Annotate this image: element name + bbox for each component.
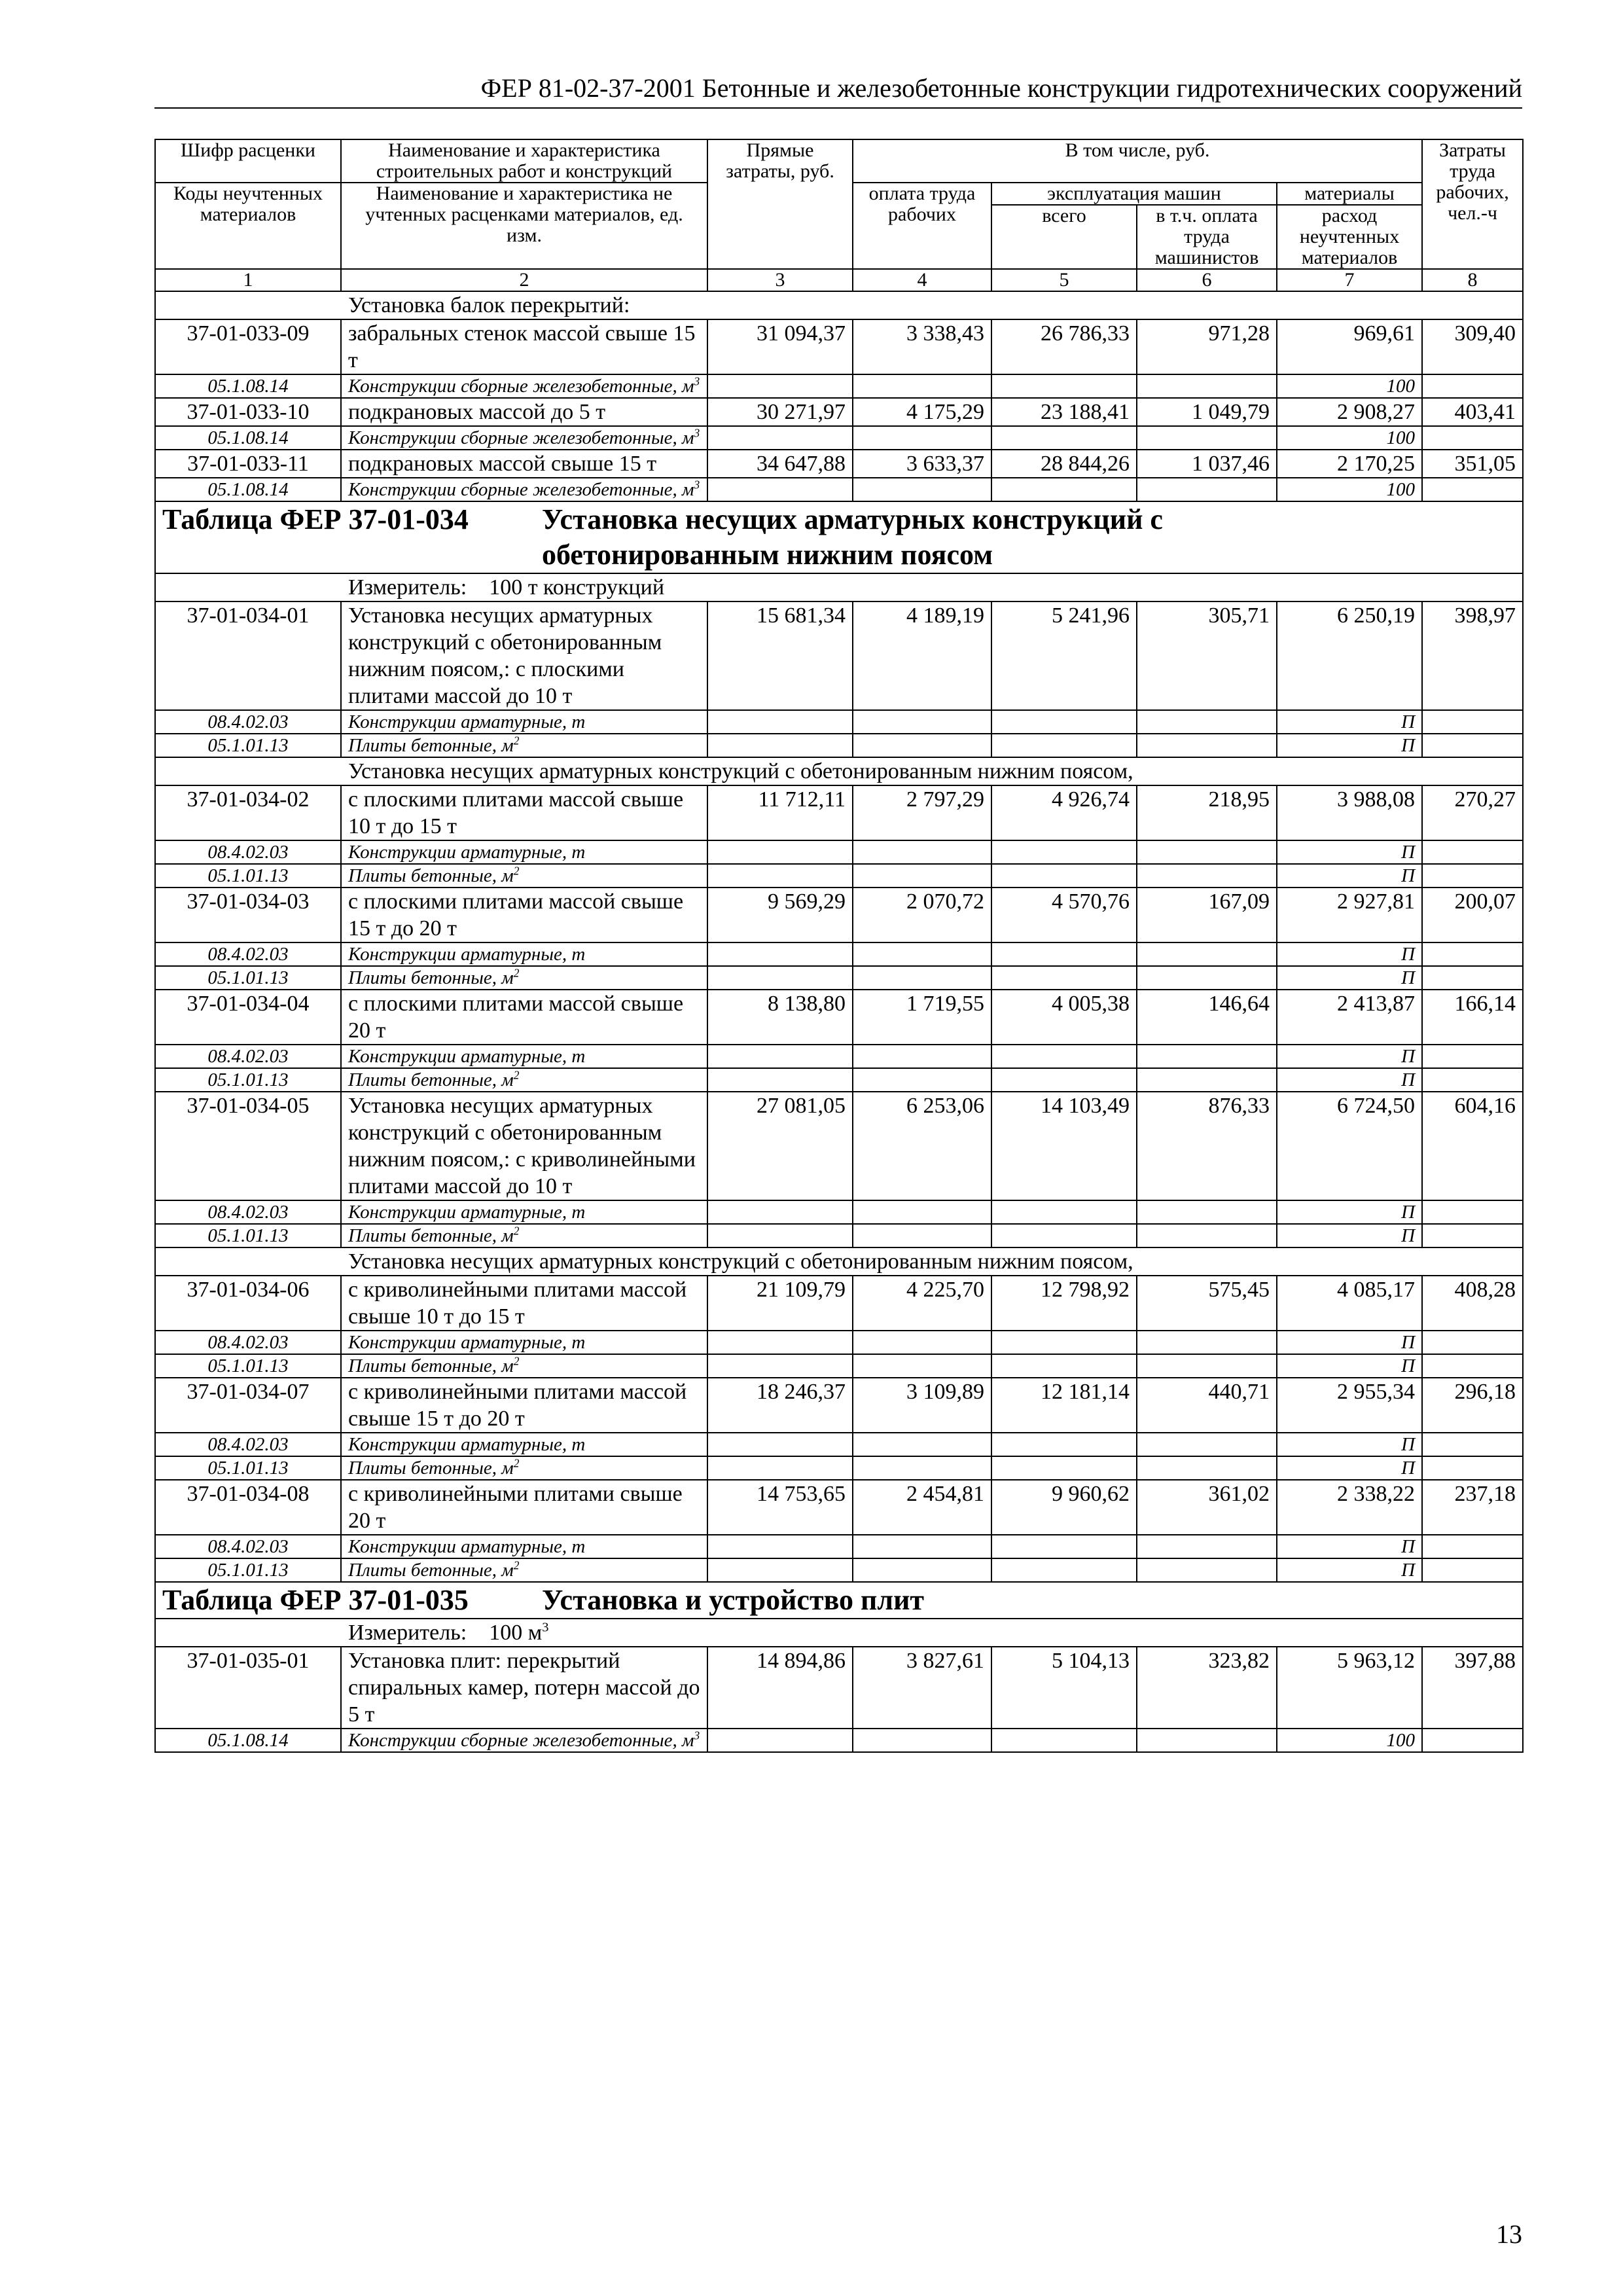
machines-cost: 4 570,76 [991, 888, 1137, 942]
table-row [155, 450, 1523, 478]
material-name: Плиты бетонные, $м^2$ [341, 734, 707, 757]
rate-name: Установка несущих арматурных конструкций с обетонированным нижним поясом,: с криволинейными плитами массой до 10 т [341, 1092, 707, 1200]
direct-cost: 9 569,29 [707, 888, 853, 942]
material-code: 05.1.01.13 [155, 1224, 341, 1247]
machinist-wage: 575,45 [1137, 1276, 1277, 1331]
material-value: П [1277, 1354, 1422, 1378]
direct-cost: 11 712,11 [707, 785, 853, 840]
material-value: 100 [1277, 426, 1422, 450]
group-heading [155, 757, 1523, 785]
material-code: 08.4.02.03 [155, 1045, 341, 1068]
materials-cost: 2 955,34 [1277, 1378, 1422, 1433]
table-row [155, 1378, 1523, 1433]
rate-name: с криволинейными плитами свыше 20 т [341, 1480, 707, 1535]
material-value: П [1277, 1456, 1422, 1480]
material-name: Конструкции арматурные, т [341, 942, 707, 966]
col-num-6: 6 [1137, 269, 1277, 291]
rate-name: с криволинейными плитами массой свыше 10 т до 15 т [341, 1276, 707, 1331]
meter-label: Измеритель: [348, 1621, 467, 1645]
wage-cost: 4 175,29 [853, 398, 991, 426]
labor-cost: 296,18 [1422, 1378, 1523, 1433]
material-name: Конструкции арматурные, т [341, 1200, 707, 1224]
page-number: 13 [1496, 2219, 1522, 2249]
group-title: Установка несущих арматурных конструкций с обетонированным нижним поясом, [155, 757, 1523, 785]
rate-code: 37-01-034-04 [155, 990, 341, 1045]
col-name: Наименование и характеристика строительных работ и конструкций [341, 139, 707, 183]
direct-cost: 30 271,97 [707, 398, 853, 426]
column-numbers-row [155, 269, 1523, 291]
labor-cost: 237,18 [1422, 1480, 1523, 1535]
material-row [155, 1729, 1523, 1752]
col-num-2: 2 [341, 269, 707, 291]
col-codes: Коды неучтенных материалов [155, 183, 341, 269]
machines-cost: 14 103,49 [991, 1092, 1137, 1200]
rate-code: 37-01-034-07 [155, 1378, 341, 1433]
meter-value: 100 м [489, 1621, 543, 1645]
machinist-wage: 876,33 [1137, 1092, 1277, 1200]
rate-code: 37-01-034-03 [155, 888, 341, 942]
direct-cost: 21 109,79 [707, 1276, 853, 1331]
material-row [155, 1331, 1523, 1354]
material-value: П [1277, 710, 1422, 734]
material-code: 05.1.08.14 [155, 426, 341, 450]
material-value: 100 [1277, 374, 1422, 398]
material-row [155, 864, 1523, 888]
material-name: Конструкции сборные железобетонные, $м^3$ [341, 426, 707, 450]
table-row [155, 888, 1523, 942]
machines-cost: 4 005,38 [991, 990, 1137, 1045]
col-num-8: 8 [1422, 269, 1523, 291]
meter [155, 573, 1523, 601]
material-row [155, 1558, 1523, 1582]
col-incl: В том числе, руб. [853, 139, 1422, 183]
rate-code: 37-01-033-10 [155, 398, 341, 426]
col-num-3: 3 [707, 269, 853, 291]
material-code: 08.4.02.03 [155, 1200, 341, 1224]
material-name: Конструкции арматурные, т [341, 1535, 707, 1558]
materials-cost: 2 927,81 [1277, 888, 1422, 942]
material-row [155, 1200, 1523, 1224]
materials-cost: 6 724,50 [1277, 1092, 1422, 1200]
direct-cost: 8 138,80 [707, 990, 853, 1045]
col-materials: материалы [1277, 183, 1422, 205]
material-code: 05.1.01.13 [155, 864, 341, 888]
machinist-wage: 167,09 [1137, 888, 1277, 942]
table-title [155, 501, 1523, 573]
meter: Измеритель: 100 $м^3$ [155, 1619, 1523, 1647]
labor-cost: 166,14 [1422, 990, 1523, 1045]
material-value: П [1277, 1331, 1422, 1354]
machinist-wage: 1 037,46 [1137, 450, 1277, 478]
wage-cost: 2 070,72 [853, 888, 991, 942]
machines-cost: 12 798,92 [991, 1276, 1137, 1331]
material-row [155, 710, 1523, 734]
material-code: 05.1.01.13 [155, 966, 341, 990]
material-name: Плиты бетонные, $м^2$ [341, 966, 707, 990]
machines-cost: 28 844,26 [991, 450, 1137, 478]
labor-cost: 351,05 [1422, 450, 1523, 478]
material-name: Конструкции арматурные, т [341, 1331, 707, 1354]
machinist-wage: 971,28 [1137, 319, 1277, 374]
material-value: П [1277, 966, 1422, 990]
direct-cost: 31 094,37 [707, 319, 853, 374]
material-name: Конструкции арматурные, т [341, 1433, 707, 1456]
material-code: 08.4.02.03 [155, 1331, 341, 1354]
direct-cost: 14 894,86 [707, 1647, 853, 1729]
material-code: 05.1.08.14 [155, 374, 341, 398]
meter-row [155, 1619, 1523, 1647]
labor-cost: 398,97 [1422, 601, 1523, 710]
labor-cost: 397,88 [1422, 1647, 1523, 1729]
material-name: Плиты бетонные, $м^2$ [341, 864, 707, 888]
direct-cost: 15 681,34 [707, 601, 853, 710]
material-name: Конструкции сборные железобетонные, $м^3$ [341, 1729, 707, 1752]
wage-cost: 1 719,55 [853, 990, 991, 1045]
rate-name: с криволинейными плитами массой свыше 15 т до 20 т [341, 1378, 707, 1433]
rate-code: 37-01-035-01 [155, 1647, 341, 1729]
header-row-1 [155, 139, 1523, 183]
col-direct: Прямые затраты, руб. [707, 139, 853, 269]
material-name: Конструкции арматурные, т [341, 1045, 707, 1068]
material-code: 08.4.02.03 [155, 942, 341, 966]
material-value: П [1277, 1068, 1422, 1092]
table-title-line2: обетонированным нижним поясом [542, 539, 993, 571]
col-shifr: Шифр расценки [155, 139, 341, 183]
machines-cost: 9 960,62 [991, 1480, 1137, 1535]
col-name2: Наименование и характеристика не учтенных расценками материалов, ед. изм. [341, 183, 707, 269]
material-value: П [1277, 1224, 1422, 1247]
wage-cost: 4 189,19 [853, 601, 991, 710]
materials-cost: 5 963,12 [1277, 1647, 1422, 1729]
material-code: 08.4.02.03 [155, 1433, 341, 1456]
material-code: 08.4.02.03 [155, 840, 341, 864]
wage-cost: 4 225,70 [853, 1276, 991, 1331]
meter-value: 100 т конструкций [489, 575, 665, 600]
machines-cost: 4 926,74 [991, 785, 1137, 840]
material-name: Плиты бетонные, $м^2$ [341, 1354, 707, 1378]
material-name: Конструкции арматурные, т [341, 840, 707, 864]
material-code: 08.4.02.03 [155, 710, 341, 734]
rates-table [154, 139, 1524, 1753]
material-value: 100 [1277, 478, 1422, 501]
material-value: 100 [1277, 1729, 1422, 1752]
col-num-5: 5 [991, 269, 1137, 291]
table-number: Таблица ФЕР 37-01-035 [162, 1584, 469, 1616]
machinist-wage: 305,71 [1137, 601, 1277, 710]
table-title-row [155, 1582, 1523, 1619]
table-row [155, 785, 1523, 840]
meter-label: Измеритель: [348, 575, 467, 600]
rate-name: Установка плит: перекрытий спиральных камер, потерн массой до 5 т [341, 1647, 707, 1729]
material-row [155, 1224, 1523, 1247]
labor-cost: 200,07 [1422, 888, 1523, 942]
material-row [155, 478, 1523, 501]
labor-cost: 604,16 [1422, 1092, 1523, 1200]
machines-cost: 5 104,13 [991, 1647, 1137, 1729]
group-heading [155, 291, 1523, 319]
materials-cost: 2 170,25 [1277, 450, 1422, 478]
col-total: всего [991, 205, 1137, 269]
material-code: 05.1.01.13 [155, 1558, 341, 1582]
labor-cost: 309,40 [1422, 319, 1523, 374]
table-row [155, 990, 1523, 1045]
materials-cost: 969,61 [1277, 319, 1422, 374]
table-row [155, 1647, 1523, 1729]
material-code: 08.4.02.03 [155, 1535, 341, 1558]
wage-cost: 6 253,06 [853, 1092, 991, 1200]
rate-code: 37-01-033-11 [155, 450, 341, 478]
rate-name: с плоскими плитами массой свыше 15 т до 20 т [341, 888, 707, 942]
material-value: П [1277, 1045, 1422, 1068]
machinist-wage: 323,82 [1137, 1647, 1277, 1729]
material-name: Плиты бетонные, $м^2$ [341, 1068, 707, 1092]
page-header: ФЕР 81-02-37-2001 Бетонные и железобетонные конструкции гидротехнических сооружений [154, 73, 1522, 109]
material-value: П [1277, 1535, 1422, 1558]
rate-name: с плоскими плитами массой свыше 10 т до 15 т [341, 785, 707, 840]
materials-cost: 6 250,19 [1277, 601, 1422, 710]
rate-name: подкрановых массой до 5 т [341, 398, 707, 426]
material-row [155, 1354, 1523, 1378]
col-num-1: 1 [155, 269, 341, 291]
direct-cost: 18 246,37 [707, 1378, 853, 1433]
rate-name: с плоскими плитами массой свыше 20 т [341, 990, 707, 1045]
material-name: Плиты бетонные, $м^2$ [341, 1558, 707, 1582]
material-value: П [1277, 942, 1422, 966]
rate-code: 37-01-034-02 [155, 785, 341, 840]
machines-cost: 12 181,14 [991, 1378, 1137, 1433]
table-title [155, 1582, 1523, 1619]
col-wage: оплата труда рабочих [853, 183, 991, 269]
table-row [155, 1480, 1523, 1535]
rate-name: забральных стенок массой свыше 15 т [341, 319, 707, 374]
material-row [155, 942, 1523, 966]
wage-cost: 2 454,81 [853, 1480, 991, 1535]
machinist-wage: 146,64 [1137, 990, 1277, 1045]
materials-cost: 2 338,22 [1277, 1480, 1422, 1535]
rate-name: подкрановых массой свыше 15 т [341, 450, 707, 478]
table-title-row [155, 501, 1523, 573]
materials-cost: 4 085,17 [1277, 1276, 1422, 1331]
col-machines: эксплуатация машин [991, 183, 1277, 205]
material-value: П [1277, 1433, 1422, 1456]
table-title-line1: Установка и устройство плит [542, 1584, 925, 1616]
rate-code: 37-01-033-09 [155, 319, 341, 374]
col-matuse: расход неучтенных материалов [1277, 205, 1422, 269]
material-code: 05.1.08.14 [155, 478, 341, 501]
wage-cost: 2 797,29 [853, 785, 991, 840]
wage-cost: 3 827,61 [853, 1647, 991, 1729]
labor-cost: 403,41 [1422, 398, 1523, 426]
rate-code: 37-01-034-05 [155, 1092, 341, 1200]
machines-cost: 26 786,33 [991, 319, 1137, 374]
wage-cost: 3 109,89 [853, 1378, 991, 1433]
col-num-7: 7 [1277, 269, 1422, 291]
wage-cost: 3 633,37 [853, 450, 991, 478]
material-value: П [1277, 734, 1422, 757]
material-value: П [1277, 864, 1422, 888]
col-machwage: в т.ч. оплата труда машинистов [1137, 205, 1277, 269]
materials-cost: 2 413,87 [1277, 990, 1422, 1045]
material-row [155, 840, 1523, 864]
machines-cost: 5 241,96 [991, 601, 1137, 710]
table-title-line1: Установка несущих арматурных конструкций с [542, 503, 1163, 535]
labor-cost: 408,28 [1422, 1276, 1523, 1331]
col-labor: Затраты труда рабочих, чел.-ч [1422, 139, 1523, 269]
machinist-wage: 1 049,79 [1137, 398, 1277, 426]
group-title: Установка балок перекрытий: [155, 291, 1523, 319]
table-row [155, 319, 1523, 374]
machinist-wage: 361,02 [1137, 1480, 1277, 1535]
wage-cost: 3 338,43 [853, 319, 991, 374]
table-row [155, 398, 1523, 426]
machines-cost: 23 188,41 [991, 398, 1137, 426]
direct-cost: 27 081,05 [707, 1092, 853, 1200]
materials-cost: 2 908,27 [1277, 398, 1422, 426]
labor-cost: 270,27 [1422, 785, 1523, 840]
material-row [155, 966, 1523, 990]
material-code: 05.1.01.13 [155, 1354, 341, 1378]
material-value: П [1277, 1558, 1422, 1582]
material-row [155, 1535, 1523, 1558]
materials-cost: 3 988,08 [1277, 785, 1422, 840]
meter-row [155, 573, 1523, 601]
table-row [155, 1092, 1523, 1200]
col-num-4: 4 [853, 269, 991, 291]
rate-code: 37-01-034-06 [155, 1276, 341, 1331]
group-heading [155, 1247, 1523, 1276]
direct-cost: 34 647,88 [707, 450, 853, 478]
table-row [155, 601, 1523, 710]
material-row [155, 426, 1523, 450]
material-row [155, 1456, 1523, 1480]
material-code: 05.1.08.14 [155, 1729, 341, 1752]
table-number: Таблица ФЕР 37-01-034 [162, 503, 469, 535]
material-code: 05.1.01.13 [155, 1456, 341, 1480]
material-name: Конструкции арматурные, т [341, 710, 707, 734]
machinist-wage: 218,95 [1137, 785, 1277, 840]
material-name: Конструкции сборные железобетонные, $м^3$ [341, 374, 707, 398]
material-code: 05.1.01.13 [155, 1068, 341, 1092]
material-row [155, 1045, 1523, 1068]
material-name: Плиты бетонные, $м^2$ [341, 1456, 707, 1480]
material-row [155, 734, 1523, 757]
machinist-wage: 440,71 [1137, 1378, 1277, 1433]
material-row [155, 1433, 1523, 1456]
table-row [155, 1276, 1523, 1331]
material-value: П [1277, 840, 1422, 864]
material-name: Плиты бетонные, $м^2$ [341, 1224, 707, 1247]
material-row [155, 1068, 1523, 1092]
material-code: 05.1.01.13 [155, 734, 341, 757]
material-value: П [1277, 1200, 1422, 1224]
rate-code: 37-01-034-01 [155, 601, 341, 710]
direct-cost: 14 753,65 [707, 1480, 853, 1535]
rate-name: Установка несущих арматурных конструкций с обетонированным нижним поясом,: с плоскими плитами массой до 10 т [341, 601, 707, 710]
material-row [155, 374, 1523, 398]
group-title: Установка несущих арматурных конструкций с обетонированным нижним поясом, [155, 1247, 1523, 1276]
rate-code: 37-01-034-08 [155, 1480, 341, 1535]
material-name: Конструкции сборные железобетонные, $м^3$ [341, 478, 707, 501]
